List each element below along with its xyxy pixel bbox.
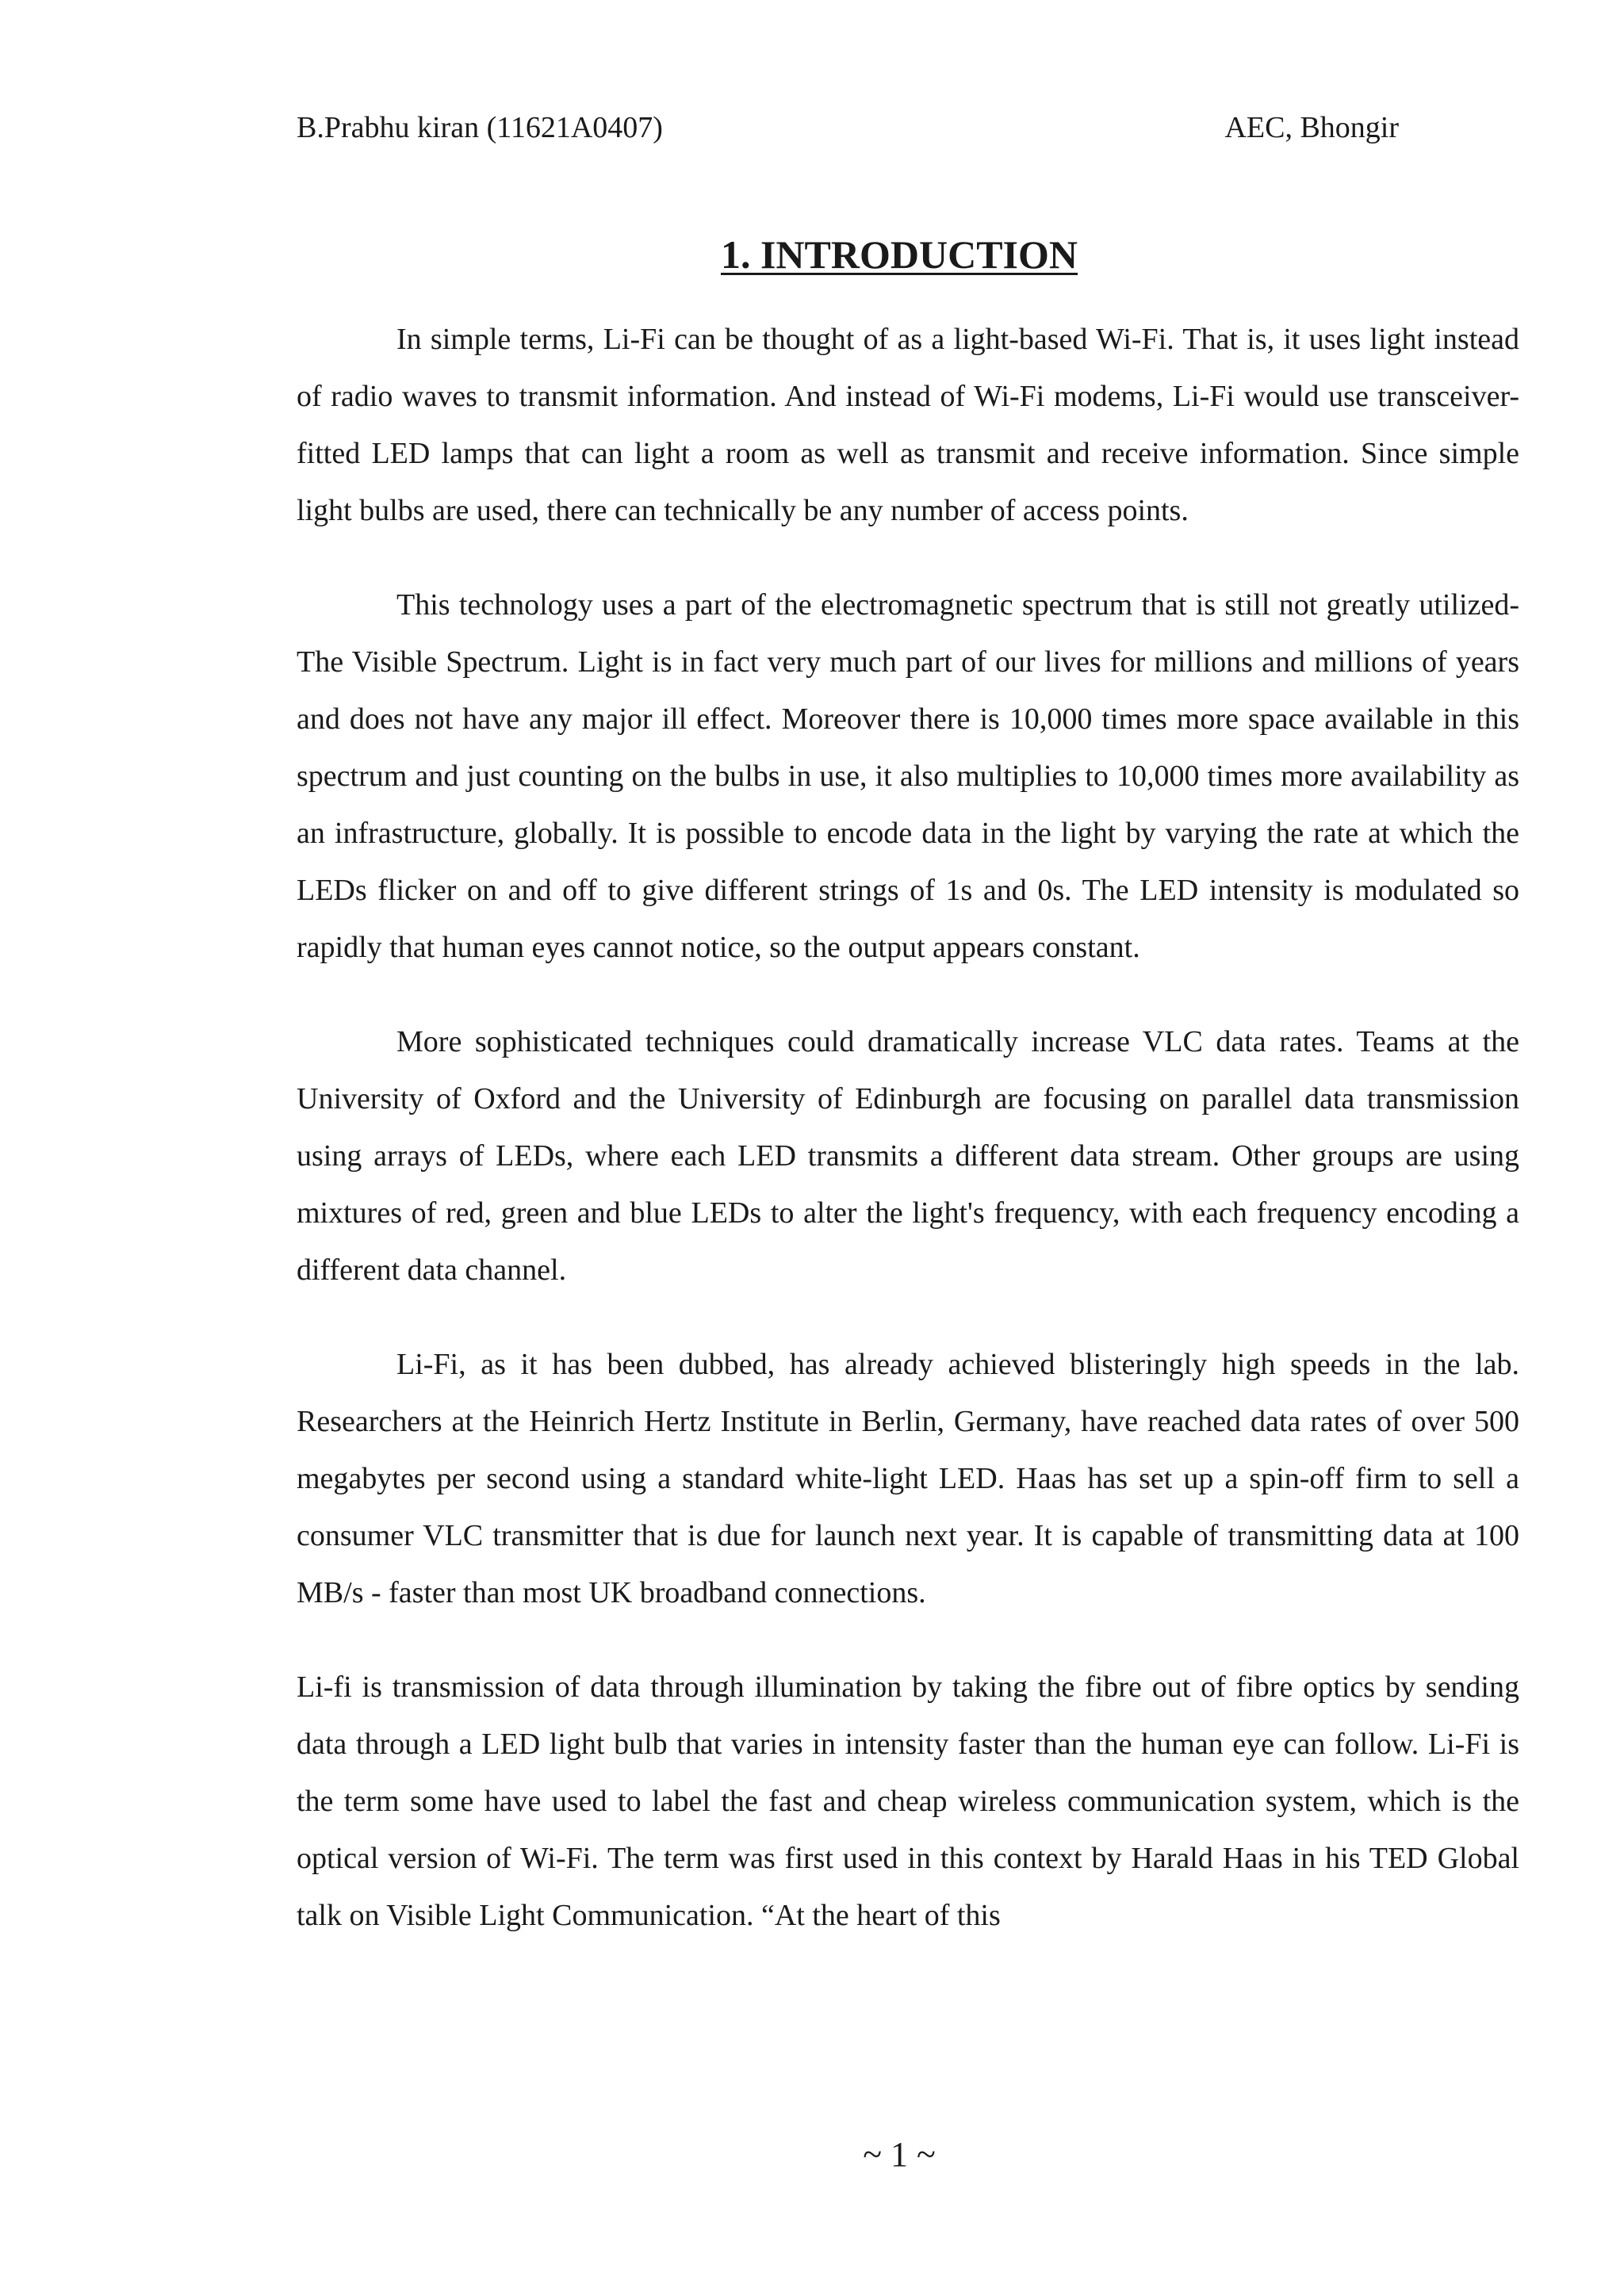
- header-author: B.Prabhu kiran (11621A0407): [297, 111, 663, 144]
- header-institution: AEC, Bhongir: [1224, 111, 1399, 144]
- paragraph-5: Li-fi is transmission of data through illumination by taking the fibre out of fibre optics by sending data through a LED light bulb that varies in intensity faster than the human eye can follow. Li-Fi is the term some have used to label the fast and cheap wireless communication system, which is the optical version of Wi-Fi. The term was first used in this context by Harald Haas in his TED Global talk on Visible Light Communication. “At the heart of this: [297, 1670, 1519, 1932]
- section-title: 1. INTRODUCTION: [720, 232, 1078, 277]
- body-text: [297, 311, 1519, 1944]
- paragraph-2: This technology uses a part of the electromagnetic spectrum that is still not greatly utilized- The Visible Spectrum. Light is in fact very much part of our lives for millions and millions of years and does not have any major ill effect. Moreover there is 10,000 times more space available in this spectrum and just counting on the bulbs in use, it also multiplies to 10,000 times more availability as an infrastructure, globally. It is possible to encode data in the light by varying the rate at which the LEDs flicker on and off to give different strings of 1s and 0s. The LED intensity is modulated so rapidly that human eyes cannot notice, so the output appears constant.: [297, 588, 1519, 964]
- paragraph-3: More sophisticated techniques could dramatically increase VLC data rates. Teams at the University of Oxford and the University of Edinburgh are focusing on parallel data transmission using arrays of LEDs, where each LED transmits a different data stream. Other groups are using mixtures of red, green and blue LEDs to alter the light's frequency, with each frequency encoding a different data channel.: [297, 1025, 1519, 1287]
- paragraph-4: Li-Fi, as it has been dubbed, has already achieved blisteringly high speeds in the lab. Researchers at the Heinrich Hertz Institute in Berlin, Germany, have reached data rates of over 500 megabytes per second using a standard white-light LED. Haas has set up a spin-off firm to sell a consumer VLC transmitter that is due for launch next year. It is capable of transmitting data at 100 MB/s - faster than most UK broadband connections.: [297, 1348, 1519, 1609]
- page-number: ~ 1 ~: [863, 2135, 936, 2174]
- paragraph-1: In simple terms, Li-Fi can be thought of as a light-based Wi-Fi. That is, it uses light instead of radio waves to transmit information. And instead of Wi-Fi modems, Li-Fi would use transceiver-fitted LED lamps that can light a room as well as transmit and receive information. Since simple light bulbs are used, there can technically be any number of access points.: [297, 323, 1519, 527]
- page-header: [297, 108, 1399, 147]
